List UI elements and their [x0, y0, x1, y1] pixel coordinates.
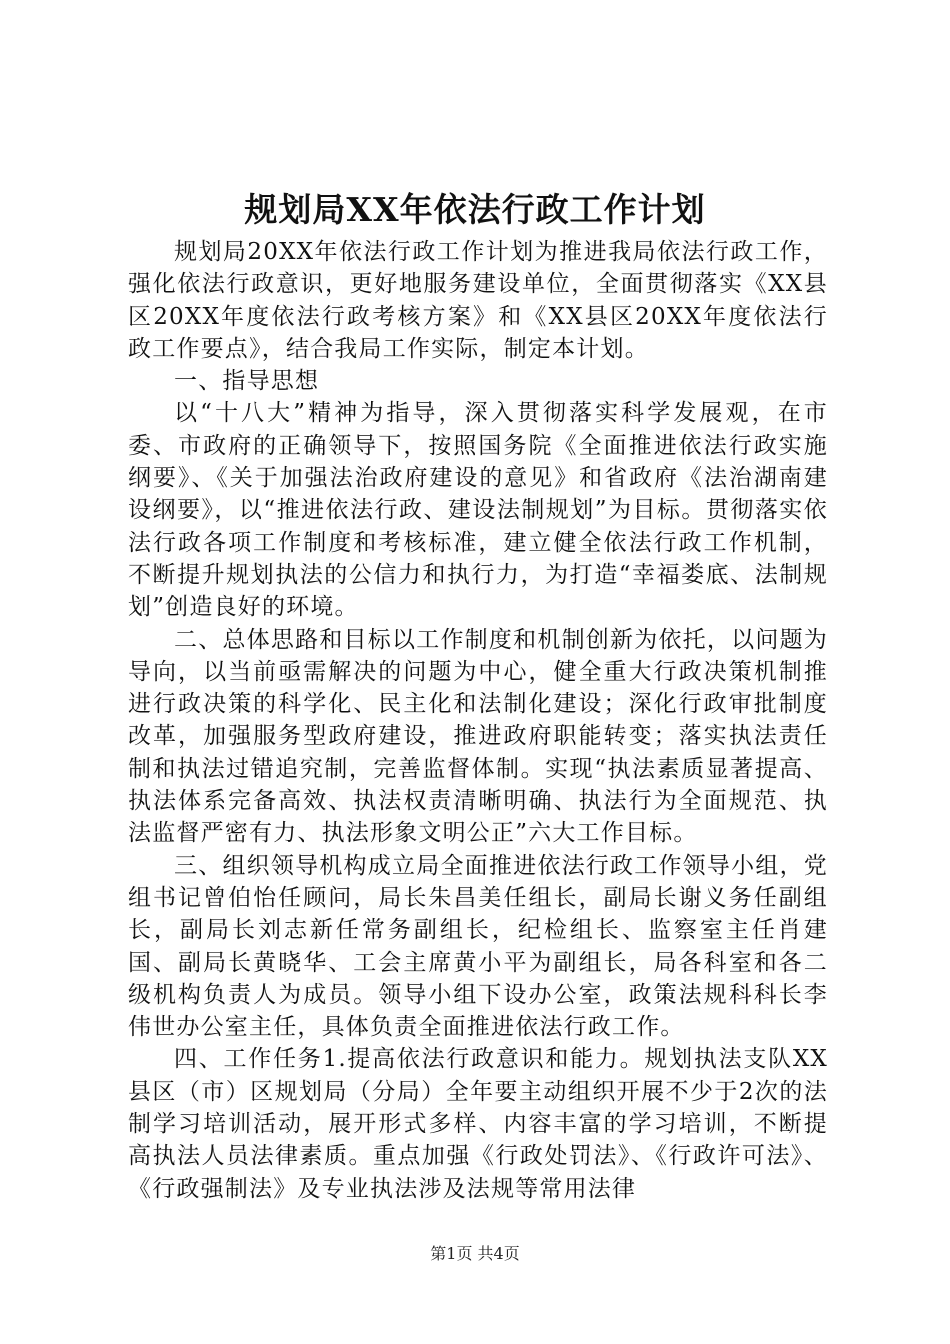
paragraph-organization: 三、组织领导机构成立局全面推进依法行政工作领导小组，党组书记曾伯怡任顾问，局长朱昌美任组长，副局长谢义务任副组长，副局长刘志新任常务副组长，纪检组长、监察室主任肖建国、副局长黄晓华、工会主席黄小平为副组长，局各科室和各二级机构负责人为成员。领导小组下设办公室，政策法规科科长李伟世办公室主任，具体负责全面推进依法行政工作。: [128, 852, 828, 1041]
page-number-footer: 第1页 共4页: [430, 1244, 520, 1263]
paragraph-guiding-thought: 以“十八大”精神为指导，深入贯彻落实科学发展观，在市委、市政府的正确领导下，按照国务院《全面推进依法行政实施纲要》、《关于加强法治政府建设的意见》和省政府《法治湖南建设纲要》，以“推进依法行政、建设法制规划”为目标。贯彻落实依法行政各项工作制度和考核标准，建立健全依法行政工作机制，不断提升规划执法的公信力和执行力，为打造“幸福娄底、法制规划”创造良好的环境。: [128, 400, 828, 621]
paragraph-work-tasks: 四、工作任务1.提高依法行政意识和能力。规划执法支队XX县区（市）区规划局（分局）全年要主动组织开展不少于2次的法制学习培训活动，展开形式多样、内容丰富的学习培训，不断提高执法人员法律素质。重点加强《行政处罚法》、《行政许可法》、《行政强制法》及专业执法涉及法规等常用法律: [128, 1046, 828, 1202]
section-heading-guiding-thought: 一、指导思想: [174, 368, 320, 395]
paragraph-intro: 规划局20XX年依法行政工作计划为推进我局依法行政工作，强化依法行政意识，更好地服务建设单位，全面贯彻落实《XX县区20XX年度依法行政考核方案》和《XX县区20XX年度依法行政工作要点》，结合我局工作实际，制定本计划。: [128, 239, 828, 362]
document-body: [128, 236, 828, 1205]
document-title: 规划局XX年依法行政工作计划: [244, 190, 706, 229]
paragraph-overall-goals: 二、总体思路和目标以工作制度和机制创新为依托，以问题为导向，以当前亟需解决的问题为中心，健全重大行政决策机制推进行政决策的科学化、民主化和法制化建设；深化行政审批制度改革，加强服务型政府建设，推进政府职能转变；落实执法责任制和执法过错追究制，完善监督体制。实现“执法素质显著提高、执法体系完备高效、执法权责清晰明确、执法行为全面规范、执法监督严密有力、执法形象文明公正”六大工作目标。: [128, 626, 828, 847]
